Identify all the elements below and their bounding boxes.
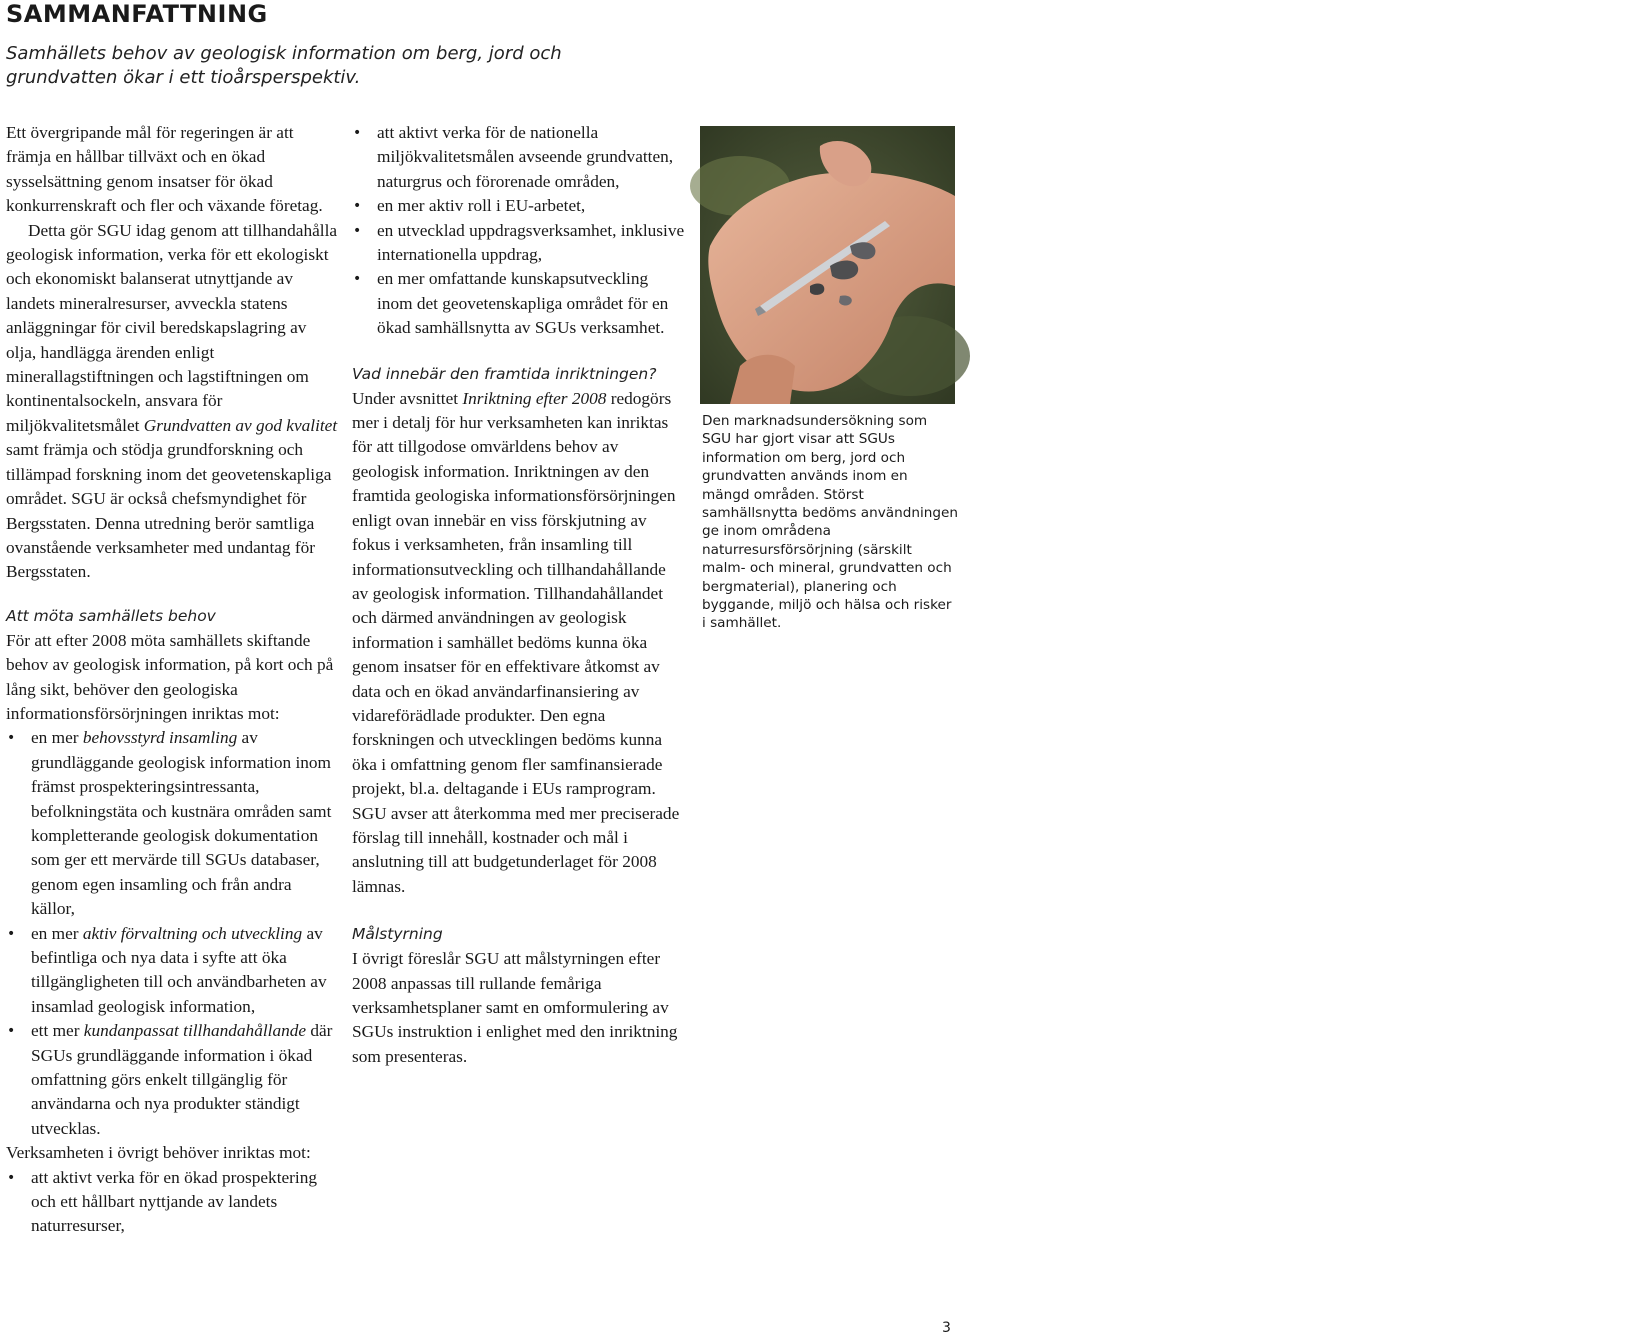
- list-item: • en mer omfattande kunskapsutveckling inom det geovetenskapliga området för en ökad samhällsnytta av SGUs verksamhet.: [352, 267, 686, 340]
- list-item: • en mer aktiv förvaltning och utveckling av befintliga och nya data i syfte att öka tillgängligheten till och användbarheten av insamlad geologisk information,: [6, 922, 338, 1020]
- activities-list: [6, 1166, 338, 1239]
- list-item: • att aktivt verka för en ökad prospektering och ett hållbart nyttjande av landets naturresurser,: [6, 1166, 338, 1239]
- paragraph-needs: För att efter 2008 möta samhällets skiftande behov av geologisk information, på kort och på lång sikt, behöver den geologiska informationsförsörjningen inriktas mot:: [6, 630, 334, 723]
- column-left: [6, 121, 338, 1239]
- hand-photo-illustration: [700, 126, 955, 404]
- photo-credit: FOTO: ANDERS DAMBERG: [1628, 380, 1637, 524]
- heading-goal-steering: Målstyrning: [352, 925, 443, 944]
- activities-list-continued: [352, 121, 686, 341]
- column-middle: [352, 121, 686, 1069]
- heading-meet-needs: Att möta samhällets behov: [6, 606, 216, 625]
- list-item: • en mer aktiv roll i EU-arbetet,: [352, 194, 686, 218]
- page-subtitle: Samhällets behov av geologisk information om berg, jord och grundvatten ökar i ett tioårsperspektiv.: [6, 43, 562, 88]
- paragraph-goal-steering: I övrigt föreslår SGU att målstyrningen efter 2008 anpassas till rullande femåriga verksamhetsplaner samt en omformulering av SGUs instruktion i enlighet med den inriktning som presenteras.: [352, 949, 678, 1066]
- list-item: • ett mer kundanpassat tillhandahållande där SGUs grundläggande information i ökad omfattning görs enkelt tillgänglig för användarna och nya produkter ständigt utvecklas.: [6, 1019, 338, 1141]
- needs-list: [6, 726, 338, 1141]
- list-item: • att aktivt verka för de nationella miljökvalitetsmålen avseende grundvatten, naturgrus och förorenade områden,: [352, 121, 686, 194]
- heading-future-direction: Vad innebär den framtida inriktningen?: [352, 364, 657, 383]
- photo-caption: Den marknadsundersökning som SGU har gjort visar att SGUs information om berg, jord och grundvatten används inom en mängd områden. Störst samhällsnytta bedöms användningen ge inom områdena naturresursförsörjning (särskilt malm- och mineral, grundvatten och bergmaterial), planering och byggande, miljö och hälsa och risker i samhället.: [702, 413, 958, 632]
- list-item: • en mer behovsstyrd insamling av grundläggande geologisk information inom främst prospekteringsintressanta, befolkningstäta och kustnära områden samt kompletterande geologisk dokumentation som ger ett mervärde till SGUs databaser, genom egen insamling och från andra källor,: [6, 726, 338, 921]
- paragraph-future: Under avsnittet Inriktning efter 2008 redogörs mer i detalj för hur verksamheten kan inriktas för att tillgodose omvärldens behov av geologisk information. Inriktningen av den framtida geologiska informationsförsörjningen enligt ovan innebär en viss förskjutning av fokus i verksamheten, från insamling till informationsutveckling och tillhandahållande av geologisk information. Tillhandahållandet och därmed användningen av geologisk information i samhället bedöms kunna öka genom insatser för en effektivare åtkomst av data och en ökad användarfinansiering av vidareförädlade produkter. Den egna forskningen och utvecklingen bedöms kunna öka i omfattning genom fler samfinansierade projekt, bl.a. deltagande i EUs ramprogram. SGU avser att återkomma med mer preciserade förslag till innehåll, kostnader och mål i anslutning till att budgetunderlaget för 2008 lämnas.: [352, 388, 680, 896]
- paragraph-other-activities: Verksamheten i övrigt behöver inriktas mot:: [6, 1143, 311, 1163]
- list-item: • en utvecklad uppdragsverksamhet, inklusive internationella uppdrag,: [352, 219, 686, 268]
- paragraph-intro: Ett övergripande mål för regeringen är att främja en hållbar tillväxt och en ökad sysselsättning genom insatser för ökad konkurrenskraft och fler och växande företag.: [6, 123, 323, 216]
- page-number: 3: [942, 1320, 951, 1336]
- paragraph-sgu-tasks: Detta gör SGU idag genom att tillhandahålla geologisk information, verka för ett ekologiskt och ekonomiskt balanserat utnyttjande av landets mineralresurser, avveckla statens anläggningar för civil beredskapslagring av olja, handlägga ärenden enligt minerallagstiftningen och lagstiftningen om kontinentalsockeln, ansvara för miljökvalitetsmålet Grundvatten av god kvalitet samt främja och stödja grundforskning och tillämpad forskning inom det geovetenskapliga området. SGU är också chefsmyndighet för Bergsstaten. Denna utredning berör samtliga ovanstående verksamheter med undantag för Bergsstaten.: [6, 220, 338, 582]
- italic-goal: Grundvatten av god kvalitet: [143, 415, 338, 435]
- page-title: SAMMANFATTNING: [6, 0, 268, 28]
